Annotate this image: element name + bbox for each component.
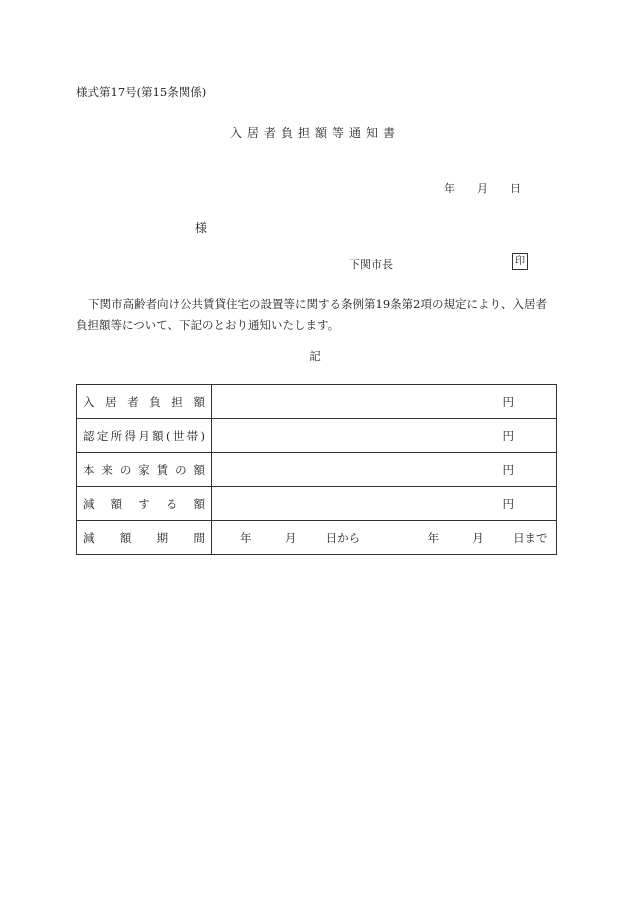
table-row [77,419,557,453]
row-value[interactable] [212,453,557,487]
detail-table [76,384,557,555]
document-title: 入居者負担額等通知書 [229,126,400,140]
row-value[interactable] [212,419,557,453]
yen-unit: 円 [502,395,514,409]
period-start-day: 日から [325,530,361,545]
row-label: 本来の家賃の額 [77,453,212,487]
notice-text: 下関市高齢者向け公共賃貸住宅の設置等に関する条例第19条第2項の規定により、入居者負担額等について、下記のとおり通知いたします。 [76,297,547,332]
period-end-month: 月 [472,530,484,545]
period-end-year: 年 [427,530,439,545]
period-end-day: 日まで [513,530,548,545]
table-row-period [77,521,557,555]
yen-unit: 円 [502,463,514,477]
period-start-month: 月 [284,530,297,545]
table-row [77,385,557,419]
table-row [77,487,557,521]
addressee-honorific: 様 [195,221,208,235]
row-label: 認定所得月額(世帯) [77,419,212,453]
row-label: 入居者負担額 [77,385,212,419]
date-month: 月 [477,182,488,195]
period-value[interactable] [212,521,557,555]
yen-unit: 円 [502,497,514,511]
date-day: 日 [510,182,521,195]
period-range [212,530,556,546]
yen-unit: 円 [502,429,514,443]
date-line [444,180,521,196]
date-year: 年 [444,182,455,195]
period-start-year: 年 [240,530,252,545]
form-number: 様式第17号(第15条関係) [76,85,207,99]
notice-paragraph [76,294,558,336]
ki-heading: 記 [309,349,321,363]
table-row [77,453,557,487]
row-label: 減額期間 [77,521,212,555]
seal-stamp: 印 [512,253,528,270]
row-value[interactable] [212,385,557,419]
issuer-name: 下関市長 [349,258,393,271]
row-label: 減額する額 [77,487,212,521]
row-value[interactable] [212,487,557,521]
